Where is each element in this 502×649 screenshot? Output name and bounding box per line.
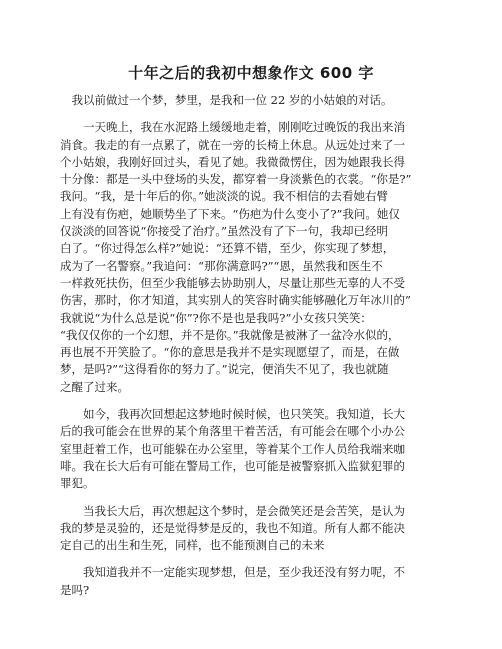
document-body xyxy=(60,92,442,609)
text-line: 十分像：都是一头中登场的头发，都穿着一身淡紫色的衣裳。“你是?” xyxy=(60,172,412,187)
text-line: 后的我可能会在世界的某个角落里干着苦活，有可能会在哪个小办公 xyxy=(60,424,405,439)
document-title: 十年之后的我初中想象作文 600 字 xyxy=(128,64,374,82)
text-line: 当我长大后，再次想起这个梦时，是会微笑还是会苦笑，是认为 xyxy=(83,503,405,518)
text-line: 我知道我并不一定能实现梦想，但是，至少我还没有努力呢，不 xyxy=(83,565,405,580)
text-line: 如今，我再次回想起这梦地时候时候，也只笑笑。我知道，长大 xyxy=(83,407,405,422)
text-line: 是吗? xyxy=(60,582,90,597)
paragraph xyxy=(60,503,442,555)
text-line: 成为了一名警察。”我追问：“那你满意吗?”“恩，虽然我和医生不 xyxy=(60,258,383,273)
text-line: 啡。我在长大后有可能在警局工作，也可能是被警察抓入监狱犯罪的 xyxy=(60,458,405,473)
text-line: 室里赶着工作，也可能躲在办公室里，等着某个工作人员给我端来咖 xyxy=(60,441,405,456)
paragraph xyxy=(60,92,442,109)
text-line: 消食。我走的有一点累了，就在一旁的长椅上休息。从远处过来了一 xyxy=(60,137,405,152)
text-line: 白了。“你过得怎么样?”她说：“还算不错，至少，你实现了梦想， xyxy=(60,241,395,256)
text-line: 上有没有伤疤，她顺势坐了下来。“伤疤为什么变小了?”我问。她仅 xyxy=(60,206,400,221)
text-line: 一天晚上，我在水泥路上缓缓地走着，刚刚吃过晚饭的我出来消 xyxy=(83,120,405,135)
text-line: 一样救死扶伤，但至少我能够去协助别人，尽量让那些无辜的人不受 xyxy=(60,275,405,290)
paragraph xyxy=(60,119,442,396)
text-line: 我的梦是灵验的，还是觉得梦是反的，我也不知道。所有人都不能决 xyxy=(60,520,405,535)
text-line: 罪犯。 xyxy=(60,476,95,491)
paragraph xyxy=(60,564,442,599)
text-line: 仅淡淡的回答说“你接受了治疗。”虽然没有了下一句，我却已经明 xyxy=(60,224,389,239)
text-line: 我就说“为什么总是说“你”?你不是也是我吗?”小女孩只笑笑： xyxy=(60,310,372,325)
text-line: 伤害，那时，你才知道，其实别人的笑容时确实能够融化万年冰川的” xyxy=(60,293,411,308)
text-line: “我仅仅你的一个幻想，并不是你。”我就像是被淋了一盆冷水似的， xyxy=(60,327,400,342)
text-line: 个小姑娘，我刚好回过头，看见了她。我微微愣住，因为她跟我长得 xyxy=(60,154,405,169)
text-line: 之醒了过来。 xyxy=(60,379,129,394)
text-line: 再也展不开笑脸了。“你的意思是我并不是实现愿望了，而是，在做 xyxy=(60,345,400,360)
text-line: 定自己的出生和生死，同样，也不能预测自己的未来 xyxy=(60,538,325,553)
paragraph xyxy=(60,406,442,492)
text-line: 梦，是吗?”“这得看你的努力了。”说完，便消失不见了，我也就随 xyxy=(60,362,389,377)
text-line: 我问。“我，是十年后的你。”她淡淡的说。我不相信的去看她右臂 xyxy=(60,189,389,204)
text-line: 我以前做过一个梦，梦里，是我和一位 22 岁的小姑娘的对话。 xyxy=(71,93,393,107)
